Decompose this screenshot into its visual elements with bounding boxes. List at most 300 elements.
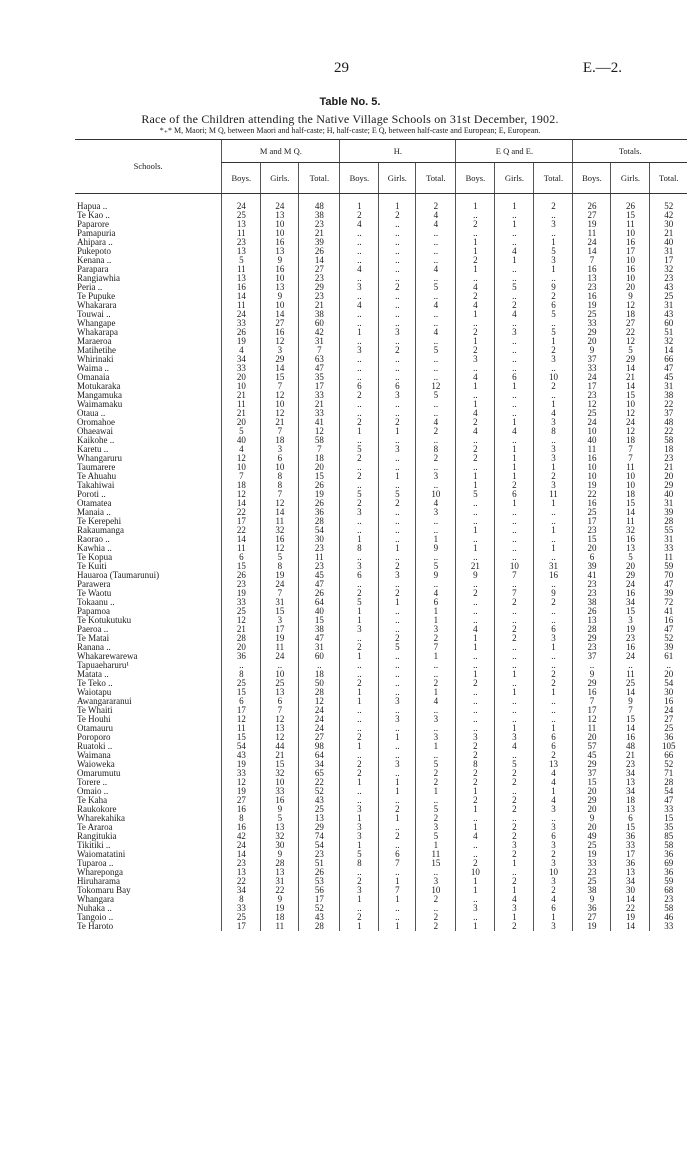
table-cell: 1 (456, 787, 495, 796)
table-cell: 10 (261, 463, 299, 472)
table-cell: .. (534, 319, 573, 328)
table-cell: 1 (340, 607, 379, 616)
table-cell: 31 (650, 535, 687, 544)
school-name: Te Houhi (77, 715, 111, 725)
table-cell: 6 (495, 373, 534, 382)
table-cell: 8 (534, 427, 573, 436)
table-cell: 14 (611, 364, 650, 373)
table-cell: .. (495, 319, 534, 328)
table-cell: 37 (573, 355, 611, 364)
table-cell: 10 (611, 472, 650, 481)
table-cell: 47 (299, 364, 340, 373)
table-row (75, 256, 687, 265)
table-cell: 68 (650, 886, 687, 895)
table-row (75, 652, 687, 661)
group-header-totals: Totals. (573, 140, 687, 163)
table-cell: .. (456, 688, 495, 697)
table-cell: 27 (299, 733, 340, 742)
table-cell: 9 (416, 571, 456, 580)
table-cell: 2 (456, 328, 495, 337)
table-cell: 2 (340, 211, 379, 220)
table-cell: .. (495, 661, 534, 670)
table-cell: 3 (534, 256, 573, 265)
table-cell: 7 (611, 706, 650, 715)
table-cell: 2 (379, 589, 416, 598)
school-name: Matata .. (77, 670, 109, 680)
table-cell: 5 (222, 427, 261, 436)
table-cell: 38 (299, 310, 340, 319)
table-cell: 24 (650, 706, 687, 715)
table-cell: 29 (650, 481, 687, 490)
table-cell: 11 (222, 265, 261, 274)
table-cell: 17 (261, 625, 299, 634)
table-cell: .. (379, 661, 416, 670)
table-cell: 2 (379, 346, 416, 355)
table-cell: .. (416, 670, 456, 679)
table-row (75, 832, 687, 841)
table-row (75, 571, 687, 580)
table-cell: 34 (222, 886, 261, 895)
table-cell: 20 (222, 418, 261, 427)
school-name: Nuhaka .. (77, 904, 112, 914)
table-cell: 29 (573, 634, 611, 643)
table-cell: 24 (299, 706, 340, 715)
table-cell: .. (379, 625, 416, 634)
table-cell: .. (650, 661, 687, 670)
table-row (75, 337, 687, 346)
table-cell: 4 (416, 499, 456, 508)
table-cell: 2 (456, 679, 495, 688)
table-cell: 4 (495, 742, 534, 751)
table-cell: 13 (611, 778, 650, 787)
table-cell: 33 (650, 544, 687, 553)
table-cell: 20 (650, 670, 687, 679)
school-name: Te Kerepehi (77, 517, 122, 527)
table-cell: .. (495, 391, 534, 400)
table-cell: 1 (495, 913, 534, 922)
table-row (75, 760, 687, 769)
table-cell: 2 (456, 742, 495, 751)
table-cell: .. (379, 688, 416, 697)
table-cell: 14 (573, 247, 611, 256)
school-name: Oromahoe (77, 418, 115, 428)
table-cell: 3 (340, 832, 379, 841)
table-cell: 10 (261, 778, 299, 787)
table-cell: 7 (495, 571, 534, 580)
table-cell: 11 (261, 517, 299, 526)
table-cell: 5 (340, 445, 379, 454)
table-cell: 36 (299, 508, 340, 517)
table-cell: 15 (416, 859, 456, 868)
table-row (75, 202, 687, 211)
table-cell: 39 (650, 508, 687, 517)
table-cell: 13 (261, 247, 299, 256)
table-cell: .. (340, 526, 379, 535)
table-cell: 2 (495, 796, 534, 805)
table-cell: 14 (222, 535, 261, 544)
table-cell: 10 (261, 670, 299, 679)
table-cell: 10 (611, 400, 650, 409)
table-cell: 17 (650, 256, 687, 265)
table-cell: .. (340, 670, 379, 679)
table-cell: 3 (534, 418, 573, 427)
table-cell: .. (416, 355, 456, 364)
table-cell: 34 (611, 877, 650, 886)
table-cell: 12 (573, 400, 611, 409)
school-name: Waimana (77, 751, 111, 761)
table-cell: .. (495, 211, 534, 220)
table-cell: .. (534, 607, 573, 616)
table-cell: 23 (222, 238, 261, 247)
table-cell: 15 (611, 607, 650, 616)
table-row (75, 679, 687, 688)
table-cell: 66 (650, 751, 687, 760)
table-cell: .. (379, 616, 416, 625)
table-cell: 2 (416, 922, 456, 931)
table-cell: 11 (611, 517, 650, 526)
table-cell: 23 (650, 895, 687, 904)
table-row (75, 751, 687, 760)
table-cell: 3 (379, 328, 416, 337)
table-cell: 23 (299, 562, 340, 571)
table-cell: 52 (299, 787, 340, 796)
table-cell: 2 (340, 454, 379, 463)
table-cell: 12 (299, 427, 340, 436)
table-cell: 34 (222, 355, 261, 364)
table-cell: 5 (416, 283, 456, 292)
school-name: Kenana .. (77, 256, 112, 266)
table-cell: 32 (261, 769, 299, 778)
table-row (75, 814, 687, 823)
table-cell: 2 (456, 796, 495, 805)
table-cell: 23 (573, 868, 611, 877)
table-cell: .. (379, 679, 416, 688)
table-cell: 33 (299, 409, 340, 418)
school-name: Tokaanu .. (77, 598, 115, 608)
table-cell: 47 (299, 580, 340, 589)
table-cell: 13 (222, 247, 261, 256)
table-cell: 17 (573, 382, 611, 391)
table-cell: .. (416, 400, 456, 409)
table-cell: 4 (222, 346, 261, 355)
table-cell: 9 (534, 283, 573, 292)
table-cell: 4 (340, 301, 379, 310)
table-cell: 3 (261, 346, 299, 355)
table-row (75, 409, 687, 418)
table-row (75, 283, 687, 292)
table-cell: 5 (416, 346, 456, 355)
table-cell: 28 (299, 922, 340, 931)
table-cell: 25 (222, 913, 261, 922)
table-cell: .. (379, 436, 416, 445)
table-row (75, 364, 687, 373)
table-cell: .. (495, 436, 534, 445)
table-cell: 3 (379, 445, 416, 454)
table-cell: .. (379, 913, 416, 922)
school-name: Pamapuria (77, 229, 116, 239)
table-cell: 6 (379, 382, 416, 391)
table-cell: 19 (611, 625, 650, 634)
table-cell: .. (416, 481, 456, 490)
table-cell: 14 (611, 922, 650, 931)
table-cell: 6 (379, 850, 416, 859)
school-name: Tapuaeharuru¹ (77, 661, 130, 671)
table-row (75, 850, 687, 859)
table-cell: 37 (573, 769, 611, 778)
table-cell: 14 (299, 256, 340, 265)
table-cell: 1 (456, 247, 495, 256)
table-cell: 57 (573, 742, 611, 751)
table-cell: 21 (222, 625, 261, 634)
table-cell: 33 (261, 787, 299, 796)
table-cell: 19 (222, 589, 261, 598)
table-cell: 12 (261, 715, 299, 724)
table-cell: 9 (611, 697, 650, 706)
table-cell: 3 (495, 328, 534, 337)
table-cell: 1 (495, 256, 534, 265)
table-cell: 2 (416, 634, 456, 643)
table-cell: .. (534, 436, 573, 445)
table-cell: 1 (379, 202, 416, 211)
table-row (75, 580, 687, 589)
table-cell: 45 (299, 571, 340, 580)
table-cell: 7 (573, 256, 611, 265)
table-cell: 15 (261, 760, 299, 769)
school-name: Maraeroa (77, 337, 112, 347)
table-cell: 1 (456, 877, 495, 886)
table-cell: 12 (222, 778, 261, 787)
table-cell: 1 (456, 544, 495, 553)
table-cell: 31 (650, 382, 687, 391)
table-cell: .. (416, 238, 456, 247)
table-cell: 23 (573, 526, 611, 535)
table-cell: 10 (261, 301, 299, 310)
table-cell: 22 (611, 328, 650, 337)
table-cell: 24 (261, 580, 299, 589)
table-cell: 18 (261, 436, 299, 445)
table-cell: 15 (650, 814, 687, 823)
table-cell: 31 (261, 877, 299, 886)
col-header-boys: Boys. (222, 163, 261, 194)
table-cell: 2 (340, 472, 379, 481)
table-cell: 11 (222, 301, 261, 310)
table-cell: 6 (611, 814, 650, 823)
table-cell: 16 (611, 733, 650, 742)
table-cell: 18 (650, 445, 687, 454)
table-cell: 5 (416, 805, 456, 814)
table-cell: 18 (611, 796, 650, 805)
table-cell: 47 (299, 634, 340, 643)
table-row (75, 463, 687, 472)
table-cell: 12 (261, 499, 299, 508)
table-cell: 23 (573, 643, 611, 652)
table-cell: 45 (573, 751, 611, 760)
table-cell: 22 (222, 877, 261, 886)
table-cell: 28 (650, 517, 687, 526)
table-cell: 1 (456, 382, 495, 391)
group-header-m-mq: M and M Q. (222, 140, 340, 163)
table-cell: .. (495, 229, 534, 238)
table-cell: .. (379, 517, 416, 526)
table-cell: 3 (416, 733, 456, 742)
table-cell: 8 (340, 544, 379, 553)
table-cell: 24 (222, 310, 261, 319)
school-name: Whareponga (77, 868, 123, 878)
table-cell: 1 (495, 472, 534, 481)
table-cell: 54 (222, 742, 261, 751)
table-cell: 20 (222, 643, 261, 652)
table-row (75, 769, 687, 778)
table-cell: 33 (222, 598, 261, 607)
school-name: Omaio .. (77, 787, 109, 797)
table-cell: 38 (299, 625, 340, 634)
table-cell: 1 (456, 238, 495, 247)
table-cell: 2 (416, 913, 456, 922)
table-cell: 1 (456, 400, 495, 409)
table-cell: 16 (261, 535, 299, 544)
table-cell: 3 (534, 805, 573, 814)
table-cell: 7 (379, 886, 416, 895)
table-cell: 2 (379, 499, 416, 508)
table-cell: .. (340, 292, 379, 301)
table-cell: .. (416, 868, 456, 877)
table-cell: 10 (534, 868, 573, 877)
table-cell: .. (379, 481, 416, 490)
table-cell: .. (340, 274, 379, 283)
table-cell: 17 (611, 247, 650, 256)
page-header (0, 60, 700, 80)
table-cell: .. (456, 319, 495, 328)
table-cell: 17 (222, 517, 261, 526)
table-cell: 2 (340, 643, 379, 652)
table-cell: 2 (534, 670, 573, 679)
col-header-boys: Boys. (340, 163, 379, 194)
table-row (75, 229, 687, 238)
table-cell: 16 (573, 292, 611, 301)
table-cell: 13 (534, 760, 573, 769)
table-cell: 35 (299, 373, 340, 382)
table-cell: 3 (456, 733, 495, 742)
table-cell: 16 (261, 238, 299, 247)
table-cell: 1 (534, 544, 573, 553)
table-cell: 31 (261, 598, 299, 607)
table-cell: 3 (416, 823, 456, 832)
school-name: Otamauru (77, 724, 113, 734)
table-cell: .. (379, 229, 416, 238)
school-name: Waiomatatini (77, 850, 126, 860)
table-cell: 2 (379, 634, 416, 643)
table-cell: 3 (416, 625, 456, 634)
table-cell: 29 (299, 283, 340, 292)
table-cell: 10 (611, 274, 650, 283)
table-cell: 47 (650, 580, 687, 589)
school-name: Torere .. (77, 778, 108, 788)
table-cell: 1 (495, 382, 534, 391)
table-cell: 3 (379, 715, 416, 724)
table-cell: 45 (650, 373, 687, 382)
table-cell: 3 (340, 886, 379, 895)
table-cell: 10 (495, 562, 534, 571)
table-cell: 22 (611, 904, 650, 913)
table-cell: 2 (456, 220, 495, 229)
table-cell: .. (495, 679, 534, 688)
table-cell: 39 (650, 589, 687, 598)
table-cell: 2 (340, 391, 379, 400)
table-cell: 29 (573, 796, 611, 805)
table-cell: 14 (222, 499, 261, 508)
table-cell: 2 (456, 445, 495, 454)
school-name: Waiotapu (77, 688, 112, 698)
table-cell: 4 (456, 283, 495, 292)
table-cell: 4 (416, 265, 456, 274)
table-cell: .. (379, 607, 416, 616)
table-cell: 3 (379, 571, 416, 580)
table-cell: 2 (495, 598, 534, 607)
table-cell: 2 (534, 751, 573, 760)
table-cell: 15 (222, 562, 261, 571)
table-cell: 2 (340, 418, 379, 427)
table-cell: .. (456, 517, 495, 526)
table-cell: .. (456, 913, 495, 922)
table-cell: 2 (534, 382, 573, 391)
table-cell: .. (340, 787, 379, 796)
table-cell: .. (379, 769, 416, 778)
table-cell: 11 (573, 445, 611, 454)
table-cell: 36 (611, 859, 650, 868)
table-cell: .. (416, 436, 456, 445)
table-cell: 37 (573, 652, 611, 661)
table-cell: .. (495, 337, 534, 346)
table-cell: 20 (573, 823, 611, 832)
table-cell: 20 (573, 787, 611, 796)
table-cell: 3 (534, 634, 573, 643)
table-cell: 27 (299, 265, 340, 274)
table-cell: 1 (379, 787, 416, 796)
table-row (75, 310, 687, 319)
table-cell: 43 (222, 751, 261, 760)
table-cell: 4 (495, 310, 534, 319)
table-cell: 23 (222, 859, 261, 868)
table-cell: 16 (573, 265, 611, 274)
table-cell: 27 (261, 319, 299, 328)
table-cell: .. (495, 526, 534, 535)
table-cell: .. (416, 373, 456, 382)
table-cell: 40 (650, 238, 687, 247)
table-cell: 2 (495, 805, 534, 814)
table-cell: 2 (456, 418, 495, 427)
table-row (75, 616, 687, 625)
table-cell: .. (416, 661, 456, 670)
table-cell: 7 (495, 589, 534, 598)
table-cell: 10 (261, 274, 299, 283)
table-row (75, 922, 687, 931)
table-cell: 11 (650, 553, 687, 562)
table-cell: .. (379, 841, 416, 850)
table-cell: 12 (261, 409, 299, 418)
table-cell: 1 (534, 526, 573, 535)
table-cell: 2 (495, 301, 534, 310)
table-cell: 2 (379, 211, 416, 220)
table-cell: 4 (456, 625, 495, 634)
table-cell: 1 (534, 724, 573, 733)
table-cell: 13 (611, 544, 650, 553)
table-row (75, 301, 687, 310)
table-cell: 47 (650, 625, 687, 634)
table-cell: 23 (222, 580, 261, 589)
table-cell: 3 (611, 616, 650, 625)
table-cell: 1 (456, 337, 495, 346)
table-cell: 21 (299, 229, 340, 238)
